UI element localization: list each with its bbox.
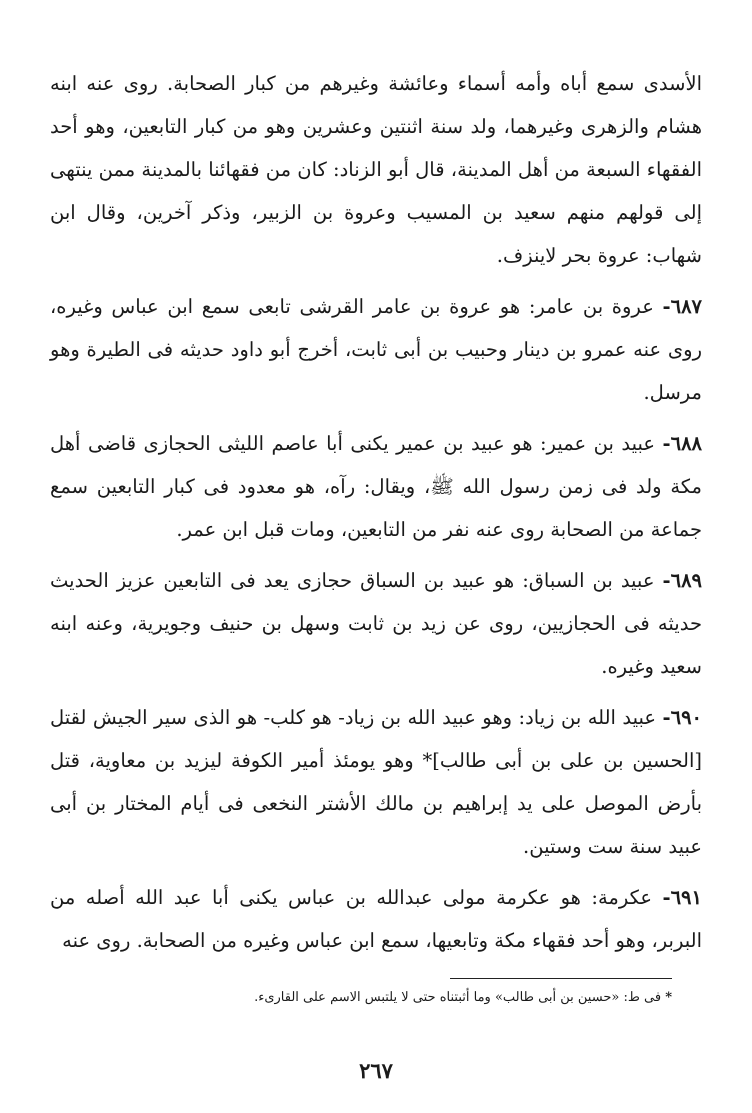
entry-heading: عكرمة: [591,886,653,909]
entry-body: هو عروة بن عامر القرشى تابعى سمع ابن عباس وغيره، روى عنه عمرو بن دينار وحبيب بن أبى ثابت، أخرج أبو داود حديثه فى الطيرة وهو مرسل. [50,295,702,404]
entry-691 [50,876,702,962]
entry-body: هو عكرمة مولى عبدالله بن عباس يكنى أبا عبد الله أصله من البربر، وهو أحد فقهاء مكة وتابعيها، سمع ابن عباس وغيره من الصحابة. روى عنه [50,886,702,952]
entry-body: هو عبيد بن السباق حجازى يعد فى التابعين عزيز الحديث حديثه فى الحجازيين، روى عن زيد بن ثابت وسهل بن حنيف وجويرية، وعنه ابنه سعيد وغيره. [50,569,702,678]
entry-number: ٦٨٩- [662,569,703,592]
paragraph-continuation [50,62,702,277]
entry-687 [50,285,702,414]
page-number: ٢٦٧ [359,1058,393,1083]
entry-heading: عبيد الله بن زياد: [518,706,657,729]
footnote-marker: * [665,990,672,1005]
entry-689 [50,559,702,688]
entry-688 [50,422,702,551]
footnote-divider [450,978,672,979]
footnote-text: فى ط: «حسين بن أبى طالب» وما أثبتناه حتى لا يلتبس الاسم على القارىء. [254,990,662,1005]
entry-number: ٦٩٠- [662,706,703,729]
entry-heading: عبيد بن السباق: [522,569,655,592]
entry-body: هو عبيد بن عمير يكنى أبا عاصم الليثى الحجازى قاضى أهل مكة ولد فى زمن رسول الله ﷺ، ويقال: رآه، هو معدود فى كبار التابعين سمع جماعة من الصحابة روى عنه نفر من التابعين، ومات قبل ابن عمر. [50,432,702,541]
paragraph-body: الأسدى سمع أباه وأمه أسماء وعائشة وغيرهم من كبار الصحابة. روى عنه ابنه هشام والزهرى وغيرهما، ولد سنة اثنتين وعشرين وهو من كبار التابعين، وهو أحد الفقهاء السبعة من أهل المدينة، قال أبو الزناد: كان من فقهائنا بالمدينة ممن ينتهى إلى قولهم منهم سعيد بن المسيب وعروة بن الزبير، وذكر آخرين، وقال ابن شهاب: عروة بحر لاينزف. [50,72,702,267]
entry-heading: عبيد بن عمير: [539,432,655,455]
entry-number: ٦٨٨- [662,432,703,455]
main-text [50,62,702,970]
entry-body: وهو عبيد الله بن زياد- هو كلب- هو الذى سير الجيش لقتل [الحسين بن على بن أبى طالب]* وهو يومئذ أمير الكوفة ليزيد بن معاوية، قتل بأرض الموصل على يد إبراهيم بن مالك الأشتر النخعى فى أيام المختار بن أبى عبيد سنة ست وستين. [50,706,702,858]
footnote [50,988,672,1008]
entry-heading: عروة بن عامر: [528,295,654,318]
entry-number: ٦٩١- [662,886,702,909]
entry-number: ٦٨٧- [662,295,703,318]
entry-690 [50,696,702,868]
